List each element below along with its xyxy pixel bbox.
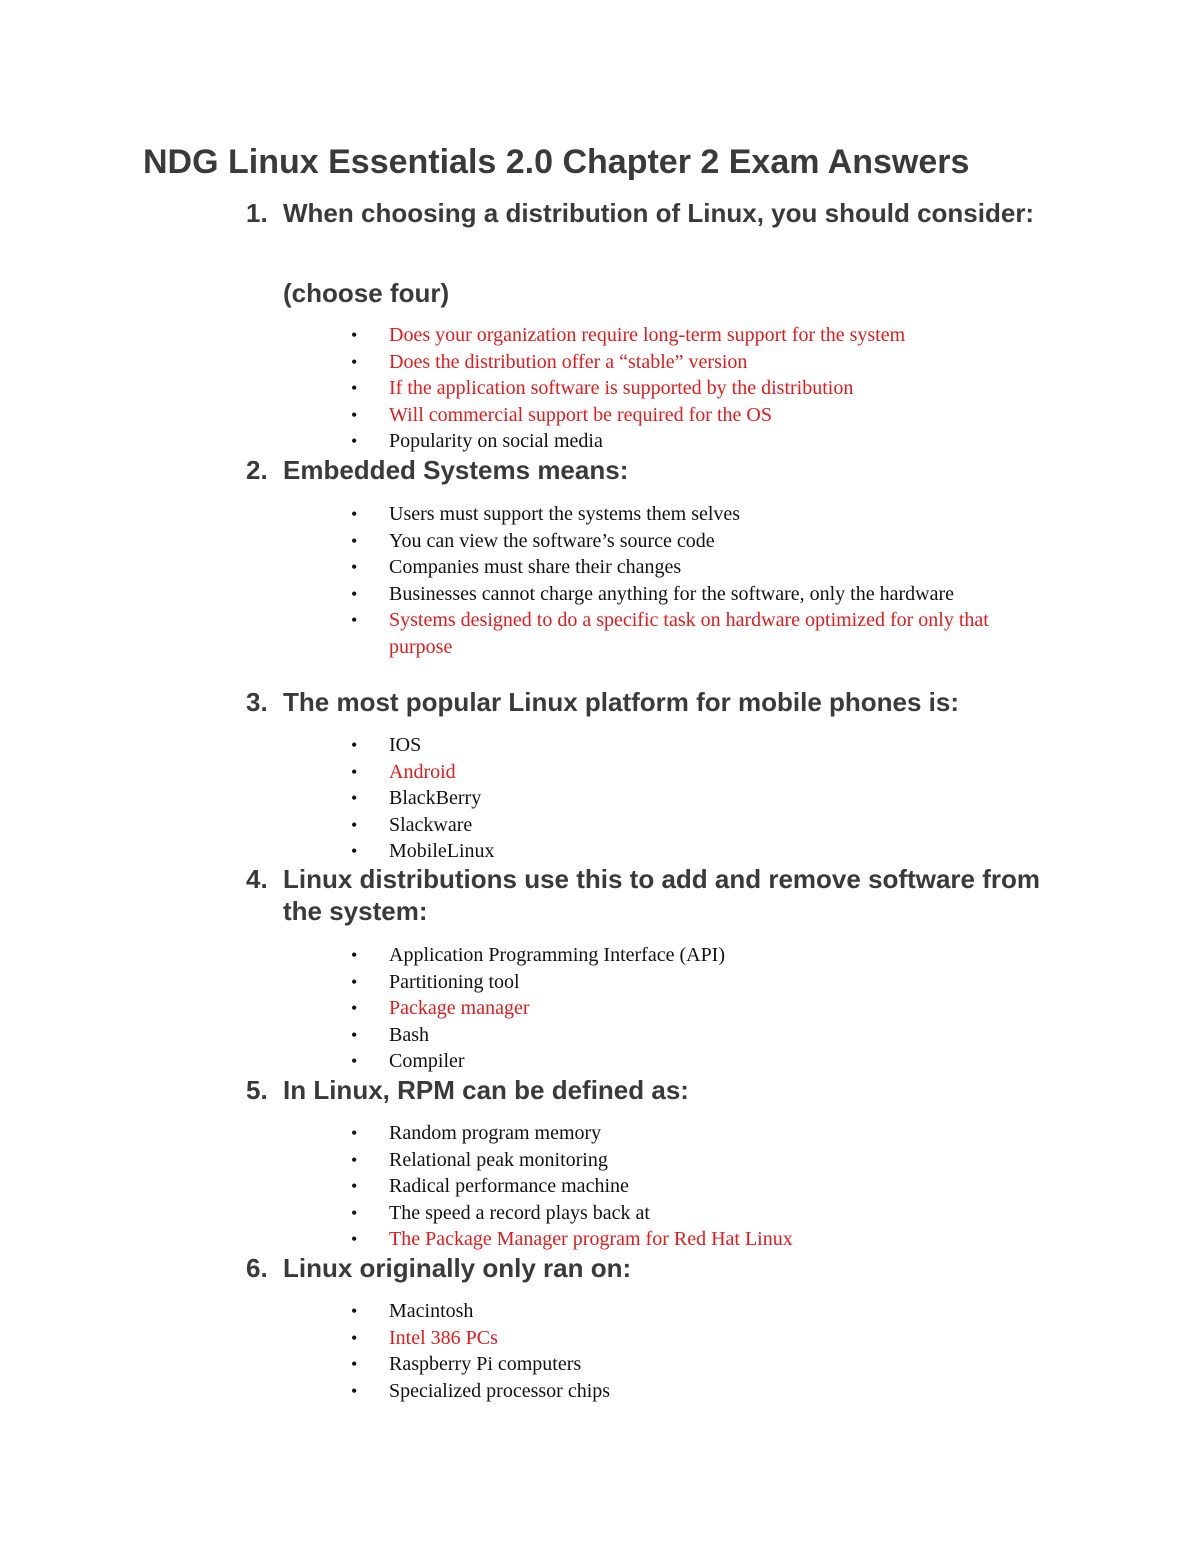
answer-option: • Bash: [0, 1022, 1029, 1049]
answer-option: • Radical performance machine: [0, 1173, 1029, 1200]
answer-list: [0, 322, 1029, 455]
question-number: 1.: [246, 198, 268, 228]
answer-option: • Application Programming Interface (API): [0, 942, 1029, 969]
answer-option: • Specialized processor chips: [0, 1378, 1029, 1405]
answer-option: • Businesses cannot charge anything for the software, only the hardware: [0, 581, 1029, 608]
answer-option: • Raspberry Pi computers: [0, 1351, 1029, 1378]
question-number: 4.: [246, 864, 268, 894]
page-title: NDG Linux Essentials 2.0 Chapter 2 Exam Answers: [143, 143, 970, 181]
answer-option: • Compiler: [0, 1048, 1029, 1075]
question-text: Linux originally only ran on:: [283, 1253, 632, 1283]
answer-option: • Companies must share their changes: [0, 554, 1029, 581]
answer-option: • Popularity on social media: [0, 428, 1029, 455]
answer-option-correct: • Android: [0, 759, 1029, 786]
question-number: 2.: [246, 455, 268, 485]
question-text: Linux distributions use this to add and remove software from the system:: [283, 864, 1040, 926]
question-text: The most popular Linux platform for mobile phones is:: [283, 687, 960, 717]
answer-option: • You can view the software’s source code: [0, 528, 1029, 555]
answer-option: • BlackBerry: [0, 785, 1029, 812]
answer-option-correct: • Does your organization require long-term support for the system: [0, 322, 1029, 349]
question-text: Embedded Systems means:: [283, 455, 629, 485]
answer-option: • Relational peak monitoring: [0, 1147, 1029, 1174]
answer-option-correct: • The Package Manager program for Red Hat Linux: [0, 1226, 1029, 1253]
answer-option: • Slackware: [0, 812, 1029, 839]
answer-list: [0, 501, 1029, 660]
answer-list: [0, 1298, 1029, 1404]
answer-option: • The speed a record plays back at: [0, 1200, 1029, 1227]
answer-option-correct: • Does the distribution offer a “stable” version: [0, 349, 1029, 376]
question-note: (choose four): [283, 278, 450, 308]
answer-option-correct: • Will commercial support be required for the OS: [0, 402, 1029, 429]
answer-list: [0, 942, 1029, 1075]
answer-option: • MobileLinux: [0, 838, 1029, 865]
answer-option-correct: • Intel 386 PCs: [0, 1325, 1029, 1352]
answer-option: • Users must support the systems them selves: [0, 501, 1029, 528]
question-number: 3.: [246, 687, 268, 717]
question-number: 5.: [246, 1075, 268, 1105]
question-text: In Linux, RPM can be defined as:: [283, 1075, 689, 1105]
answer-option-correct: • Package manager: [0, 995, 1029, 1022]
answer-option-correct: • If the application software is supported by the distribution: [0, 375, 1029, 402]
question-number: 6.: [246, 1253, 268, 1283]
answer-option: • Random program memory: [0, 1120, 1029, 1147]
question-text: When choosing a distribution of Linux, you should consider:: [283, 198, 1035, 228]
answer-list: [0, 732, 1029, 865]
answer-option: • IOS: [0, 732, 1029, 759]
answer-option: • Partitioning tool: [0, 969, 1029, 996]
answer-option: • Macintosh: [0, 1298, 1029, 1325]
answer-list: [0, 1120, 1029, 1253]
answer-option-correct: • Systems designed to do a specific task on hardware optimized for only that purpose: [0, 607, 1029, 660]
